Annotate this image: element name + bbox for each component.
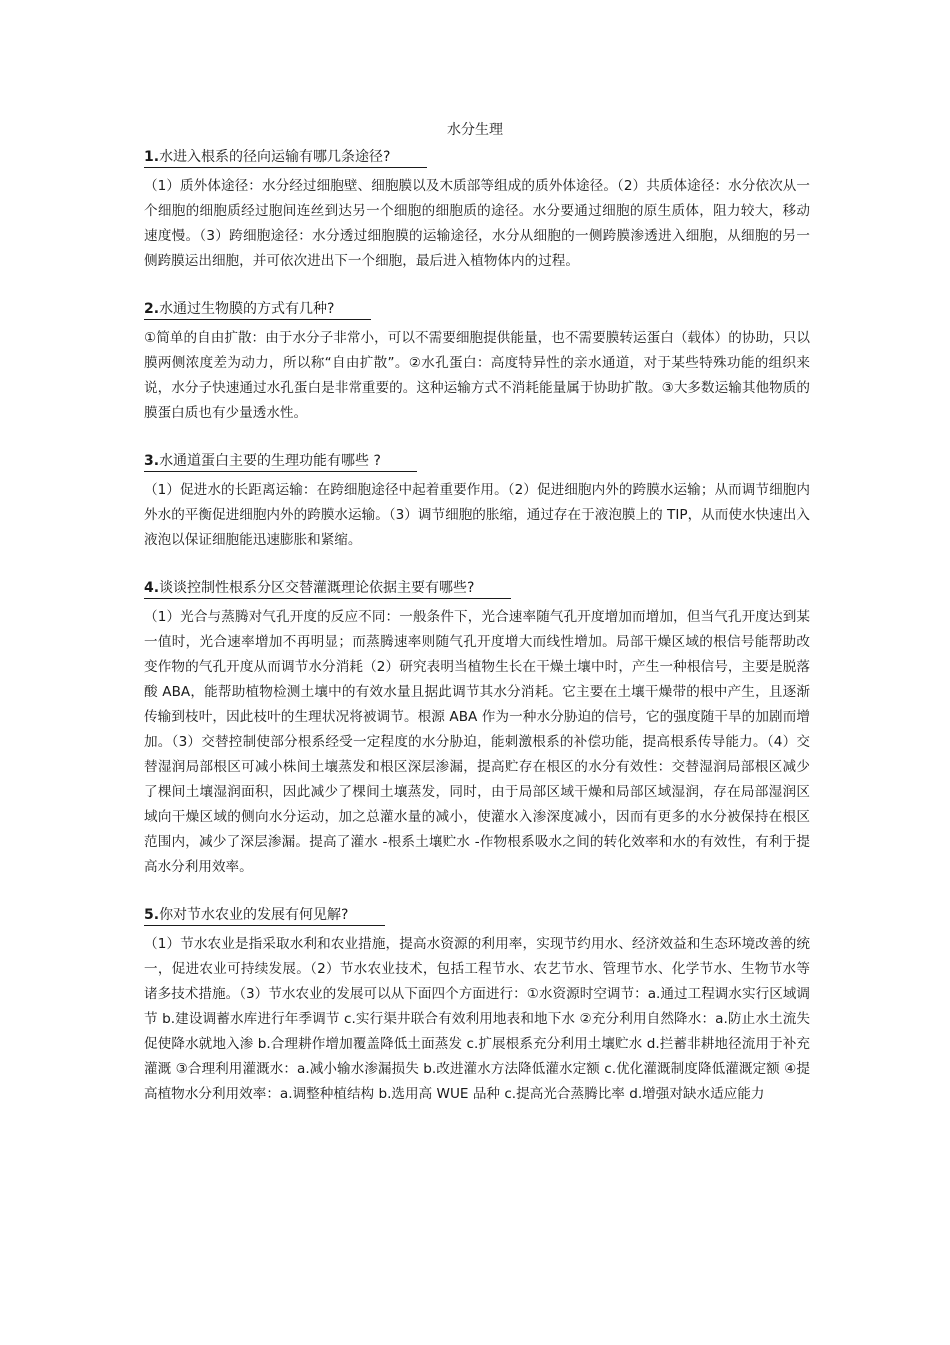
answer-text: （1）质外体途径：水分经过细胞壁、细胞膜以及木质部等组成的质外体途径。（2）共质体途径：水分依次从一个细胞的细胞质经过胞间连丝到达另一个细胞的细胞质的途径。水分要通过细胞的原生质体，阻力较大，移动速度慢。（3）跨细胞途径：水分透过细胞膜的运输途径，水分从细胞的一侧跨膜渗透进入细胞，从细胞的另一侧跨膜运出细胞，并可依次进出下一个细胞，最后进入植物体内的过程。 [144,178,810,269]
question-number: 3. [144,453,160,469]
answer-text: （1）促进水的长距离运输：在跨细胞途径中起着重要作用。（2）促进细胞内外的跨膜水运输；从而调节细胞内外水的平衡促进细胞内外的跨膜水运输。（3）调节细胞的胀缩，通过存在于液泡膜上的 TIP，从而使水快速出入液泡以保证细胞能迅速膨胀和紧缩。 [144,482,810,548]
question-number: 5. [144,907,160,923]
answer-text: ①简单的自由扩散：由于水分子非常小，可以不需要细胞提供能量，也不需要膜转运蛋白（载体）的协助，只以膜两侧浓度差为动力，所以称“自由扩散”。②水孔蛋白：高度特异性的亲水通道，对于某些特殊功能的组织来说，水分子快速通过水孔蛋白是非常重要的。这种运输方式不消耗能量属于协助扩散。③大多数运输其他物质的膜蛋白质也有少量透水性。 [144,330,810,421]
section-5 [144,904,810,1107]
document-body [144,146,810,1131]
question-heading [144,451,417,472]
question-number: 1. [144,149,160,165]
question-text: 水通道蛋白主要的生理功能有哪些 ? [159,453,381,469]
question-text: 谈谈控制性根系分区交替灌溉理论依据主要有哪些? [159,580,475,596]
answer-text: （1）节水农业是指采取水利和农业措施，提高水资源的利用率，实现节约用水、经济效益和生态环境改善的统一，促进农业可持续发展。（2）节水农业技术，包括工程节水、农艺节水、管理节水、化学节水、生物节水等诸多技术措施。（3）节水农业的发展可以从下面四个方面进行：①水资源时空调节：a.通过工程调水实行区域调节 b.建设调蓄水库进行年季调节 c.实行渠井联合有效利用地表和地下水 ②充分利用自然降水：a.防止水土流失促使降水就地入渗 b.合理耕作增加覆盖降低土面蒸发 c.扩展根系充分利用土壤贮水 d.拦蓄非耕地径流用于补充灌溉 ③合理利用灌溉水：a.减小输水渗漏损失 b.改进灌水方法降低灌水定额 c.优化灌溉制度降低灌溉定额 ④提高植物水分利用效率：a.调整种植结构 b.选用高 WUE 品种 c.提高光合蒸腾比率 d.增强对缺水适应能力 [144,936,810,1102]
question-number: 2. [144,301,160,317]
document-title: 水分生理 [447,122,503,138]
question-number: 4. [144,580,160,596]
question-heading [144,299,371,320]
question-text: 水进入根系的径向运输有哪几条途径? [159,149,391,165]
question-heading [144,578,511,599]
question-heading [144,905,385,926]
question-text: 水通过生物膜的方式有几种? [159,301,335,317]
section-2 [144,298,810,426]
section-1 [144,146,810,274]
question-text: 你对节水农业的发展有何见解? [159,907,349,923]
section-3 [144,450,810,553]
answer-text: （1）光合与蒸腾对气孔开度的反应不同：一般条件下，光合速率随气孔开度增加而增加，但当气孔开度达到某一值时，光合速率增加不再明显；而蒸腾速率则随气孔开度增大而线性增加。局部干燥区域的根信号能帮助改变作物的气孔开度从而调节水分消耗（2）研究表明当植物生长在干燥土壤中时，产生一种根信号，主要是脱落酸 ABA，能帮助植物检测土壤中的有效水量且据此调节其水分消耗。它主要在土壤干燥带的根中产生，且逐渐传输到枝叶，因此枝叶的生理状况将被调节。根源 ABA 作为一种水分胁迫的信号，它的强度随干旱的加剧而增加。（3）交替控制使部分根系经受一定程度的水分胁迫，能刺激根系的补偿功能，提高根系传导能力。（4）交替湿润局部根区可减小株间土壤蒸发和根区深层渗漏，提高贮存在根区的水分有效性：交替湿润局部根区减少了棵间土壤湿润面积，因此减少了棵间土壤蒸发，同时，由于局部区域干燥和局部区域湿润，存在局部湿润区域向干燥区域的侧向水分运动，加之总灌水量的减小，使灌水入渗深度减小，因而有更多的水分被保持在根区范围内，减少了深层渗漏。提高了灌水 -根系土壤贮水 -作物根系吸水之间的转化效率和水的有效性，有利于提高水分利用效率。 [144,609,810,875]
section-4 [144,577,810,880]
question-heading [144,147,427,168]
